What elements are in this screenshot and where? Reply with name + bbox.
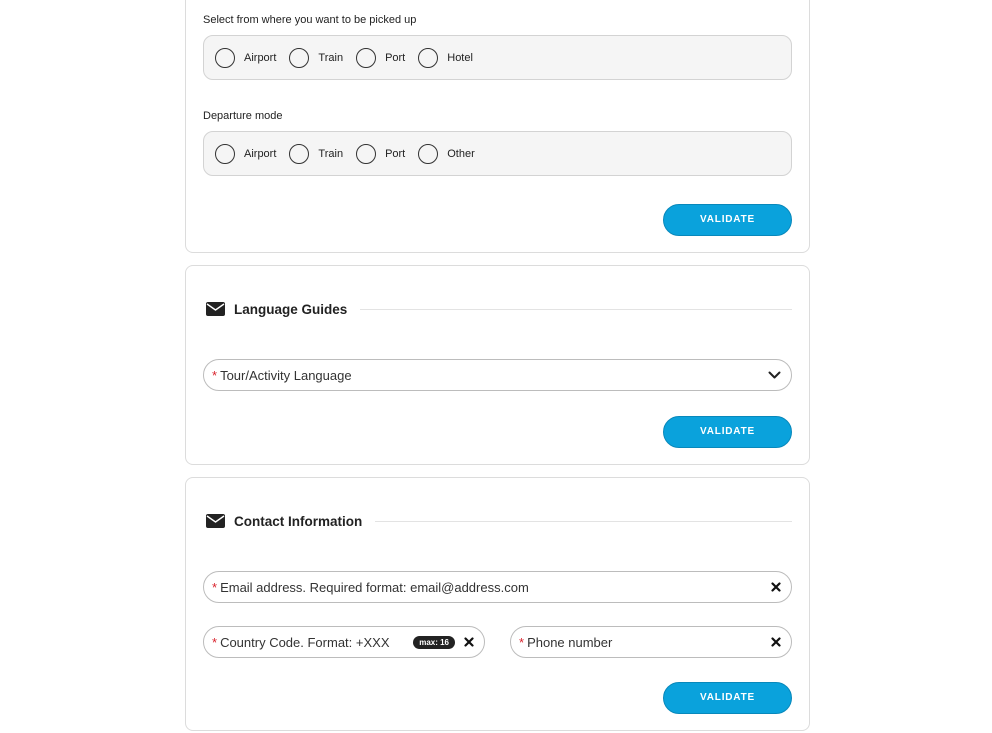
radio-button[interactable]: [289, 48, 309, 68]
departure-option-port[interactable]: Port: [356, 144, 405, 164]
pickup-option-airport[interactable]: Airport: [215, 48, 276, 68]
pickup-option-port[interactable]: Port: [356, 48, 405, 68]
pickup-radio-group: [203, 35, 792, 80]
radio-button[interactable]: [215, 48, 235, 68]
email-placeholder: Email address. Required format: email@address.com: [220, 579, 529, 595]
required-marker: *: [519, 634, 525, 650]
language-guides-card: [185, 265, 810, 465]
departure-option-train[interactable]: Train: [289, 144, 343, 164]
divider: [375, 521, 792, 522]
phone-number-placeholder: Phone number: [527, 634, 613, 650]
section-header: [206, 513, 792, 529]
contact-information-card: [185, 477, 810, 731]
language-select[interactable]: [203, 359, 792, 391]
pickup-option-hotel[interactable]: Hotel: [418, 48, 473, 68]
transfer-card: [185, 0, 810, 253]
required-marker: *: [212, 367, 218, 383]
close-icon[interactable]: [771, 582, 781, 592]
section-title: Language Guides: [234, 301, 348, 317]
validate-button[interactable]: VALIDATE: [663, 204, 792, 236]
pickup-label: Select from where you want to be picked up: [203, 14, 417, 26]
pickup-option-train[interactable]: Train: [289, 48, 343, 68]
language-select-placeholder: Tour/Activity Language: [220, 367, 352, 383]
departure-label: Departure mode: [203, 110, 283, 122]
required-marker: *: [212, 634, 218, 650]
departure-option-airport[interactable]: Airport: [215, 144, 276, 164]
radio-button[interactable]: [356, 48, 376, 68]
section-header: [206, 301, 792, 317]
chevron-down-icon[interactable]: [768, 371, 781, 380]
close-icon[interactable]: [464, 637, 474, 647]
departure-option-other[interactable]: Other: [418, 144, 475, 164]
radio-button[interactable]: [215, 144, 235, 164]
radio-button[interactable]: [418, 48, 438, 68]
validate-button[interactable]: VALIDATE: [663, 682, 792, 714]
departure-radio-group: [203, 131, 792, 176]
country-code-placeholder: Country Code. Format: +XXX: [220, 634, 390, 650]
divider: [360, 309, 792, 310]
envelope-icon: [206, 302, 225, 316]
country-code-field[interactable]: [203, 626, 485, 658]
email-field[interactable]: [203, 571, 792, 603]
envelope-icon: [206, 514, 225, 528]
validate-button[interactable]: VALIDATE: [663, 416, 792, 448]
close-icon[interactable]: [771, 637, 781, 647]
section-title: Contact Information: [234, 513, 363, 529]
max-length-badge: max: 16: [413, 636, 455, 649]
radio-button[interactable]: [289, 144, 309, 164]
radio-button[interactable]: [418, 144, 438, 164]
required-marker: *: [212, 579, 218, 595]
phone-number-field[interactable]: [510, 626, 792, 658]
radio-button[interactable]: [356, 144, 376, 164]
